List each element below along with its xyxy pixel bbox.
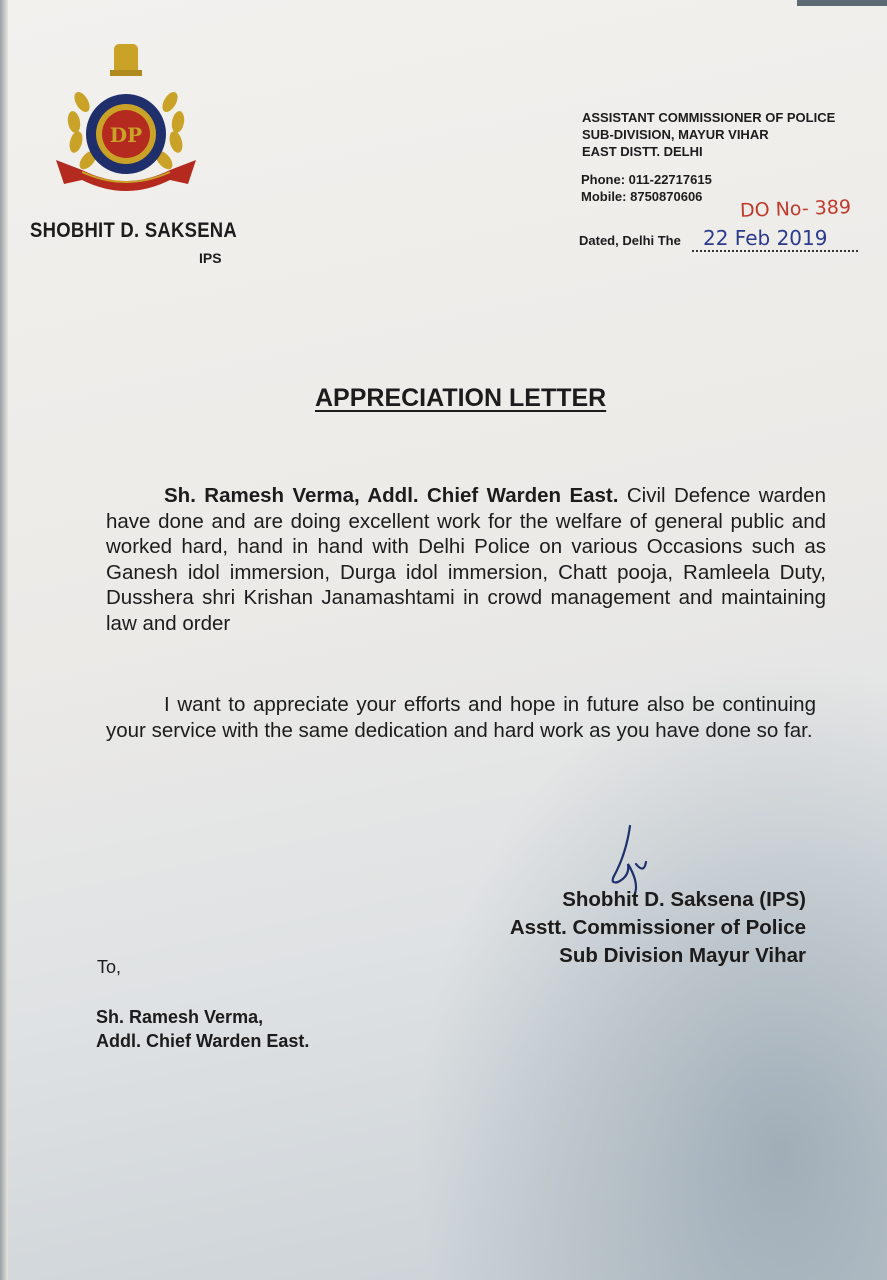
recipient-designation: Addl. Chief Warden East. [96,1031,310,1051]
background-fabric-strip [797,0,887,6]
to-label: To, [97,957,122,977]
office-line: EAST DISTT. DELHI [582,144,703,159]
letter-paragraph-2 [106,692,816,743]
recipient-address [96,1005,309,1053]
dispatch-number-handwritten: DO No- 389 [739,196,852,222]
delhi-police-emblem-icon [52,42,200,202]
signatory-designation: Asstt. Commissioner of Police [509,916,806,939]
paragraph-2-text: I want to appreciate your efforts and hope in future also be continuing your service with the same dedication and hard work as you have done so far. [106,693,816,742]
signatory-block [466,886,806,970]
letter-title: APPRECIATION LETTER [315,384,607,412]
recipient-mention: Sh. Ramesh Verma, Addl. Chief Warden East. [164,484,619,507]
dated-label: Dated, Delhi The [579,233,681,248]
date-dotted-line [692,250,858,252]
office-line: SUB-DIVISION, MAYUR VIHAR [582,127,769,142]
mobile-number: Mobile: 8750870606 [581,189,703,204]
date-handwritten: 22 Feb 2019 [703,226,828,250]
signatory-division: Sub Division Mayur Vihar [559,944,806,967]
officer-name: SHOBHIT D. SAKSENA [30,219,238,242]
letter-paragraph-1 [106,483,826,636]
contact-block [581,171,712,205]
officer-rank: IPS [199,250,222,266]
office-address [582,109,835,160]
signatory-name: Shobhit D. Saksena (IPS) [562,888,806,911]
paragraph-1-text: Civil Defence warden have done and are doing excellent work for the welfare of general public and worked hard, hand in hand with Delhi Police on various Occasions such as Ganesh idol immersion, Durga idol immersion, Chatt pooja, Ramleela Duty, Dusshera shri Krishan Janamashtami in crowd management and maintaining law and order [106,484,826,635]
phone-number: Phone: 011-22717615 [581,172,712,187]
svg-text:DP: DP [109,123,143,147]
office-line: ASSISTANT COMMISSIONER OF POLICE [582,110,836,125]
page-edge-shadow [0,0,8,1280]
recipient-name: Sh. Ramesh Verma, [96,1007,264,1027]
